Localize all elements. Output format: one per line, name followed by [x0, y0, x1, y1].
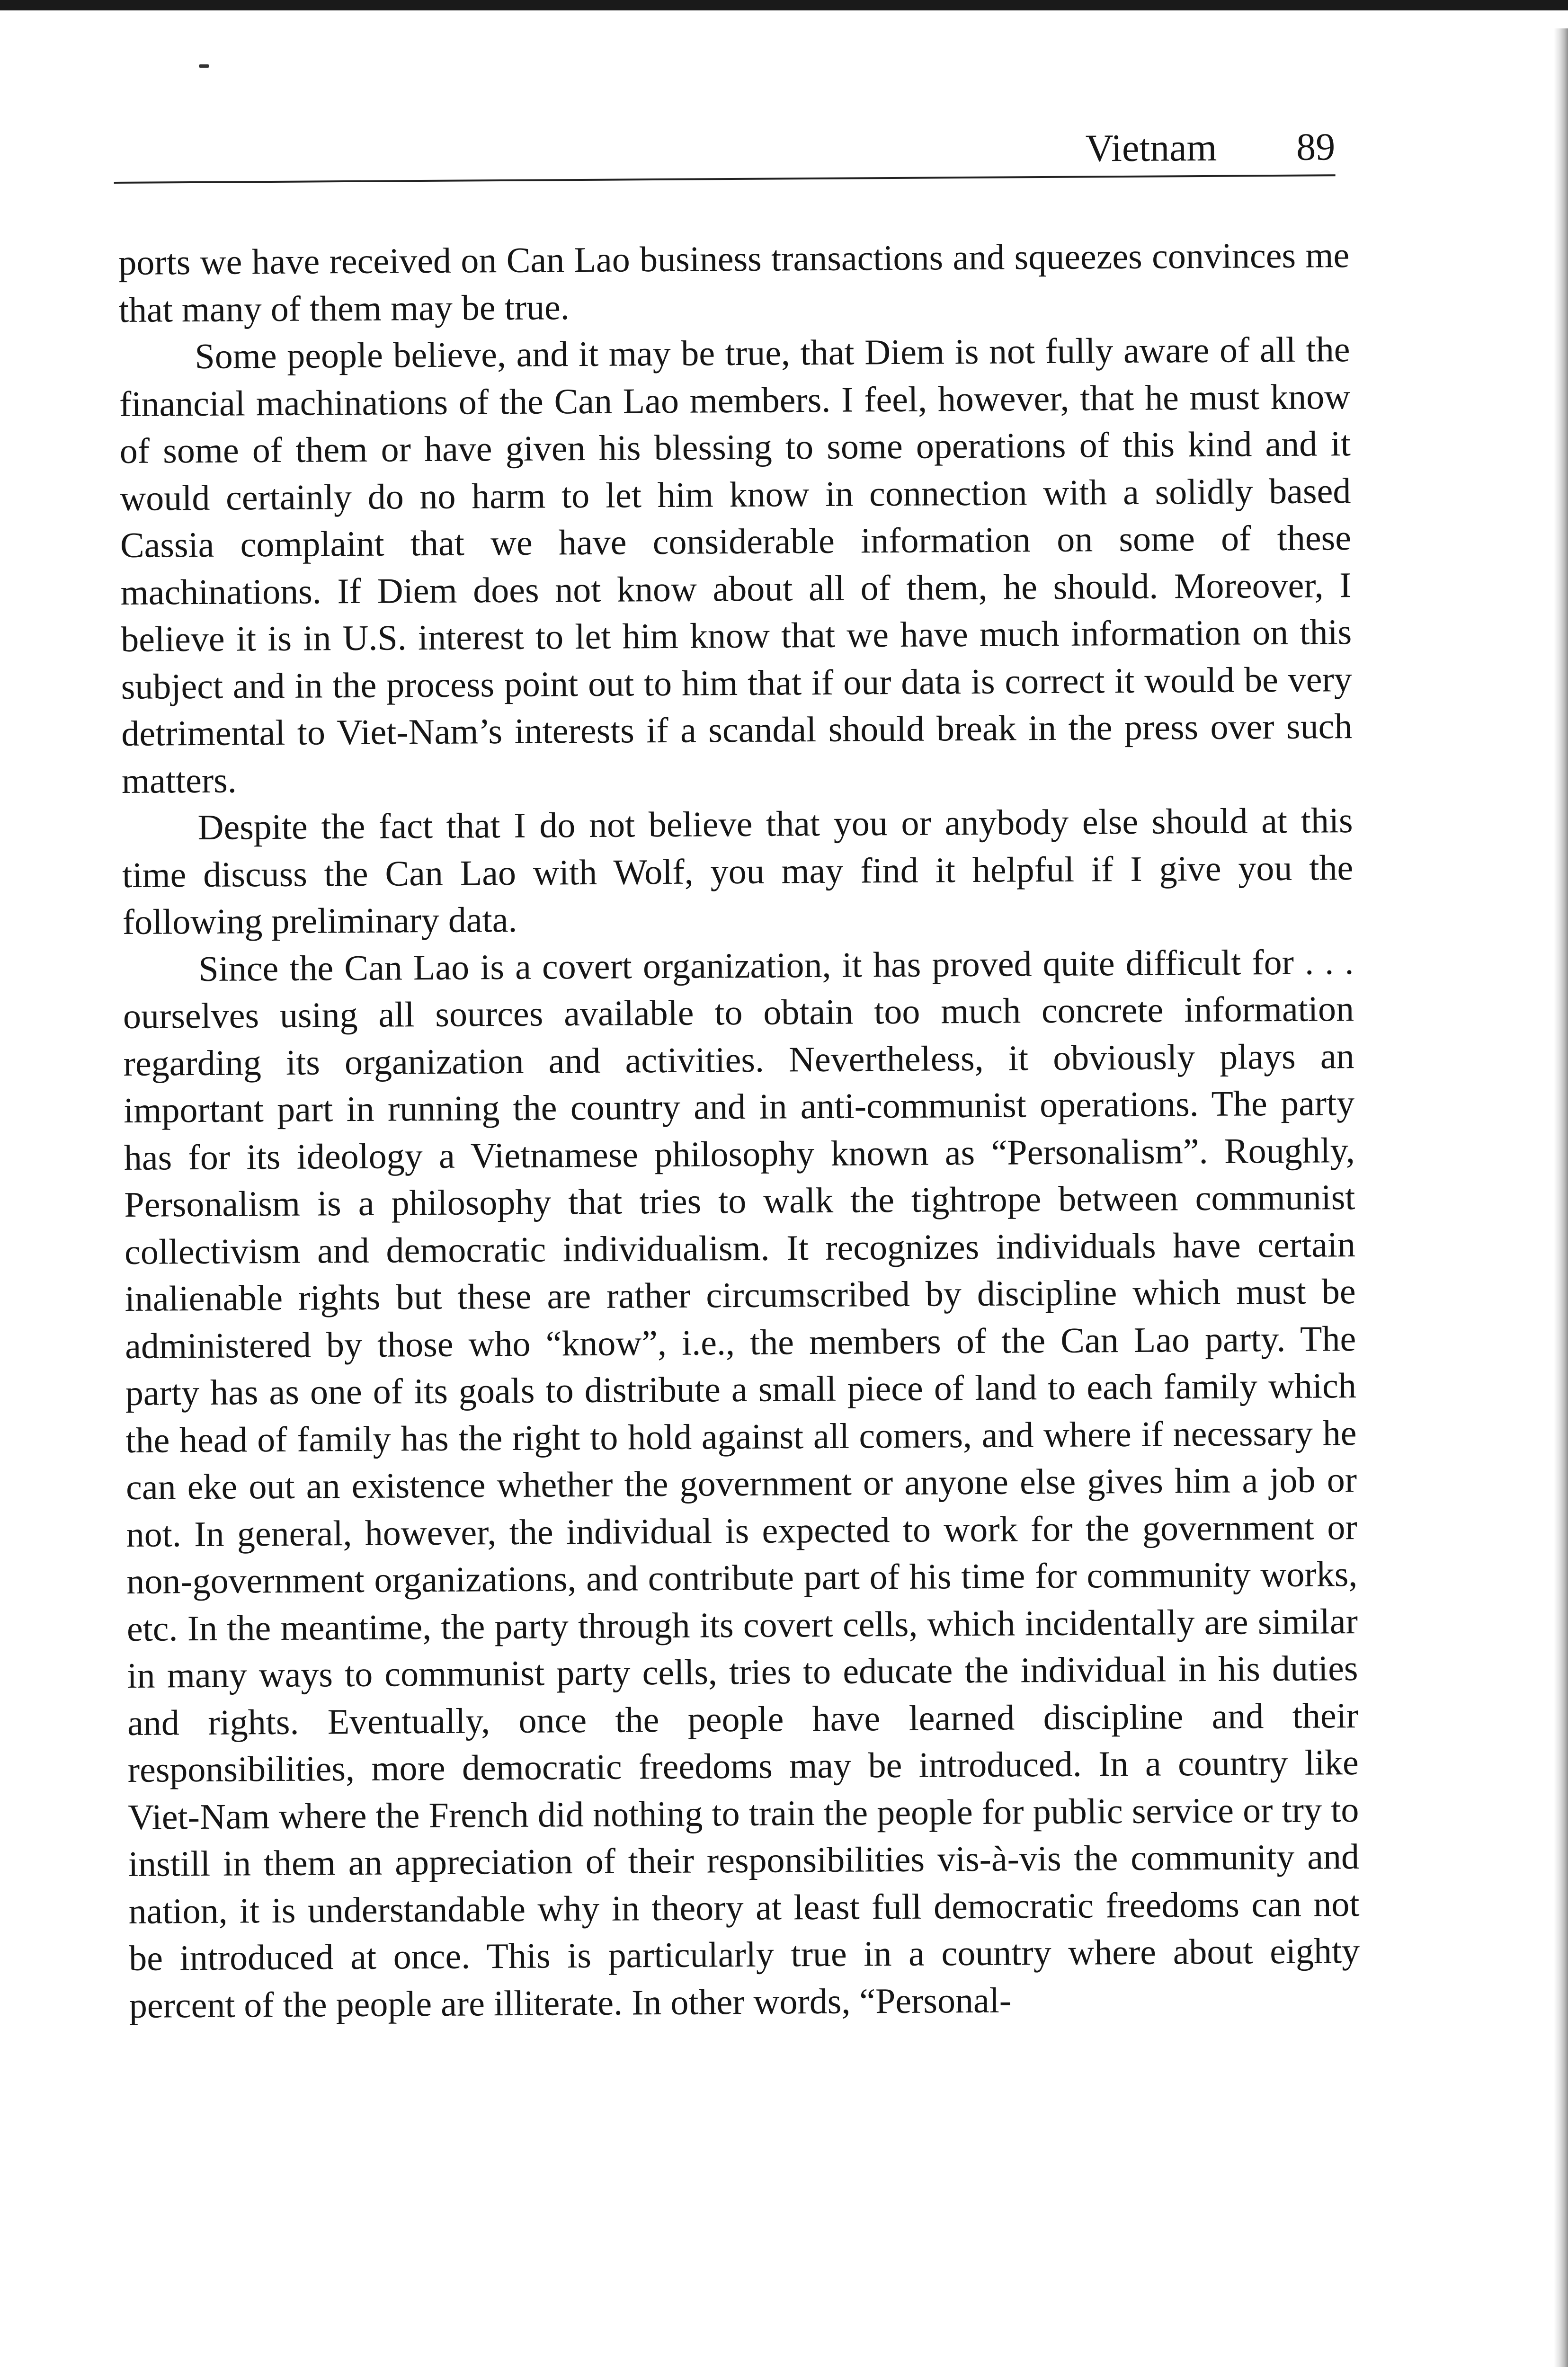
page-number: 89 [1296, 125, 1336, 169]
paragraph-continued: ports we have received on Can Lao business transactions and squeezes convinces me that many of them may be true. [118, 235, 1350, 330]
body-text [118, 232, 1360, 2029]
scan-right-edge [1554, 28, 1568, 2367]
header-rule [114, 174, 1336, 184]
paragraph-diem-awareness: Some people believe, and it may be true, that Diem is not fully aware of all the financial machinations of the Can Lao members. I feel, however, that he must know of some of them or have given his blessing to some operations of this kind and it would certainly do no harm to let him know in connection with a solidly based Cassia complaint that we have considerable information on some of these machinations. If Diem does not know about all of them, he should. Moreover, I believe it is in U.S. interest to let him know that we have much information on this subject and in the process point out to him that if our data is correct it would be very detrimental to Viet-Nam’s interests if a scandal should break in the press over such matters. [119, 329, 1353, 801]
running-header [114, 123, 1336, 185]
paragraph-preliminary-data: Despite the fact that I do not believe that you or anybody else should at this time discuss the Can Lao with Wolf, you may find it helpful if I give you the following preliminary data. [122, 801, 1354, 942]
scan-speck [199, 64, 209, 68]
running-header-title: Vietnam [1085, 125, 1217, 170]
paragraph-can-lao-organization: Since the Can Lao is a covert organization, it has proved quite difficult for . . . ourselves using all sources available to obtain too much concrete information regarding its organization and activities. Nevertheless, it obviously plays an important part in running the country and in anti-communist operations. The party has for its ideology a Vietnamese philosophy known as “Personalism”. Roughly, Personalism is a philosophy that tries to walk the tightrope between communist collectivism and democratic individualism. It recognizes individuals have certain inalienable rights but these are rather circumscribed by discipline which must be administered by those who “know”, i.e., the members of the Can Lao party. The party has as one of its goals to distribute a small piece of land to each family which the head of family has the right to hold against all comers, and where if necessary he can eke out an existence whether the government or anyone else gives him a job or not. In general, however, the individual is expected to work for the government or non-government organizations, and contribute part of his time for community works, etc. In the meantime, the party through its covert cells, which incidentally are similar in many ways to communist party cells, tries to educate the individual in his duties and rights. Eventually, once the people have learned discipline and their responsibilities, more democratic freedoms may be introduced. In a country like Viet-Nam where the French did nothing to train the people for public service or try to instill in them an appreciation of their responsibilities vis-à-vis the community and nation, it is understandable why in theory at least full democratic freedoms can not be introduced at once. This is particularly true in a country where about eighty percent of the people are illiterate. In other words, “Personal- [123, 942, 1360, 2026]
scan-top-edge [0, 0, 1568, 10]
